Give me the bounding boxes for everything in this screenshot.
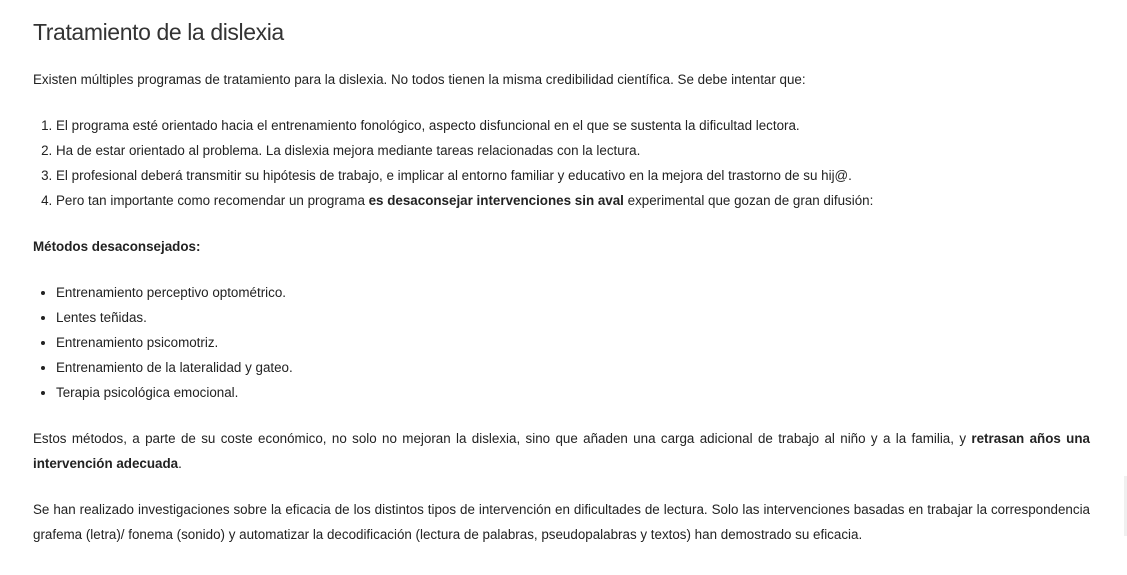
- list-item: • Terapia psicológica emocional.: [56, 380, 1090, 405]
- list-item: • Entrenamiento perceptivo optométrico.: [56, 280, 1090, 305]
- list-item: • Lentes teñidas.: [56, 305, 1090, 330]
- list-item: • Entrenamiento de la lateralidad y gateo.: [56, 355, 1090, 380]
- list-item-text: experimental que gozan de gran difusión:: [623, 193, 874, 208]
- list-item: 1. El programa esté orientado hacia el entrenamiento fonológico, aspecto disfuncional en el que se sustenta la dificultad lectora.: [56, 113, 1090, 138]
- list-item: 3. El profesional deberá transmitir su hipótesis de trabajo, e implicar al entorno familiar y educativo en la mejora del trastorno de su hij@.: [56, 163, 1090, 188]
- page-title: Tratamiento de la dislexia: [33, 19, 284, 45]
- list-item: 2. Ha de estar orientado al problema. La dislexia mejora mediante tareas relacionadas con la lectura.: [56, 138, 1090, 163]
- costs-text: Estos métodos, a parte de su coste económico, no solo no mejoran la dislexia, sino que añaden una carga adicional de trabajo al niño y a la familia, y: [33, 431, 972, 446]
- list-item: [56, 188, 1090, 213]
- intro-paragraph: Existen múltiples programas de tratamiento para la dislexia. No todos tienen la misma credibilidad científica. Se debe intentar que:: [33, 72, 806, 87]
- research-paragraph: Se han realizado investigaciones sobre la eficacia de los distintos tipos de intervención en dificultades de lectura. Solo las intervenciones basadas en trabajar la correspondencia grafema (letra)/ fonema (sonido) y automatizar la decodificación (lectura de palabras, pseudopalabras y textos) han demostrado su eficacia.: [33, 502, 1090, 542]
- methods-heading: Métodos desaconsejados:: [33, 239, 201, 254]
- methods-list: [33, 280, 1090, 405]
- list-item-text: Pero tan importante como recomendar un programa: [56, 193, 369, 208]
- requirements-list: [33, 113, 1090, 213]
- costs-text-end: .: [178, 456, 182, 471]
- article: [33, 14, 1090, 547]
- list-item: • Entrenamiento psicomotriz.: [56, 330, 1090, 355]
- costs-paragraph: [33, 426, 1090, 476]
- costs-emphasis: retrasan años una intervención adecuada: [33, 431, 1090, 471]
- list-item-emphasis: es desaconsejar intervenciones sin aval: [368, 193, 624, 208]
